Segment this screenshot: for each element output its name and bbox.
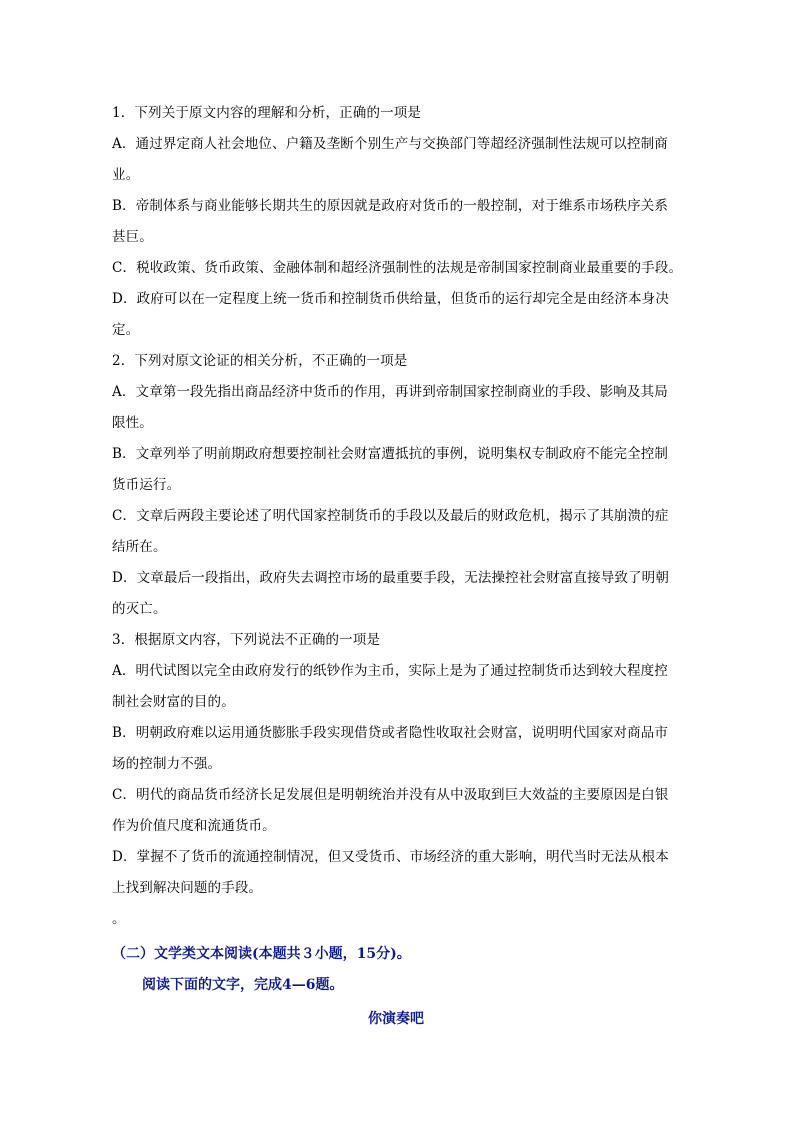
q1-option-a-line-1: A．通过界定商人社会地位、户籍及垄断个别生产与交换部门等超经济强制性法规可以控制商 — [112, 136, 668, 152]
q1-option-a-line-2: 业。 — [112, 167, 140, 183]
q2-option-d-line-2: 的灭亡。 — [112, 601, 167, 617]
q3-option-d-line-1: D．掌握不了货币的流通控制情况，但又受货币、市场经济的重大影响，明代当时无法从根本 — [112, 849, 669, 865]
q3-option-b-line-2: 场的控制力不强。 — [112, 756, 222, 772]
q2-option-c-line-2: 结所在。 — [112, 539, 167, 555]
q3-option-a-line-1: A．明代试图以完全由政府发行的纸钞作为主币，实际上是为了通过控制货币达到较大程度控 — [112, 663, 668, 679]
q2-option-b-line-1: B．文章列举了明前期政府想要控制社会财富遭抵抗的事例，说明集权专制政府不能完全控制 — [112, 446, 669, 462]
q2-option-d-line-1: D．文章最后一段指出，政府失去调控市场的最重要手段，无法操控社会财富直接导致了明朝 — [112, 570, 669, 586]
q1-option-d-line-1: D．政府可以在一定程度上统一货币和控制货币供给量，但货币的运行却完全是由经济本身决 — [112, 291, 669, 307]
question-3-stem: 3．根据原文内容，下列说法不正确的一项是 — [112, 632, 381, 648]
q3-option-c-line-1: C．明代的商品货币经济长足发展但是明朝统治并没有从中汲取到巨大效益的主要原因是白银 — [112, 787, 669, 803]
q2-option-c-line-1: C．文章后两段主要论述了明代国家控制货币的手段以及最后的财政危机，揭示了其崩溃的症 — [112, 508, 669, 524]
q1-option-c-line-1: C．税收政策、货币政策、金融体制和超经济强制性的法规是帝制国家控制商业最重要的手段。 — [112, 260, 683, 276]
trailing-mark: 。 — [112, 911, 126, 927]
section-heading: （二）文学类文本阅读(本题共３小题，15分)。 — [112, 946, 411, 962]
q1-option-d-line-2: 定。 — [112, 322, 140, 338]
q2-option-a-line-1: A．文章第一段先指出商品经济中货币的作用，再讲到帝制国家控制商业的手段、影响及其局 — [112, 384, 668, 400]
q1-option-b-line-2: 甚巨。 — [112, 229, 153, 245]
q1-option-b-line-1: B．帝制体系与商业能够长期共生的原因就是政府对货币的一般控制，对于维系市场秩序关系 — [112, 198, 669, 214]
q3-option-c-line-2: 作为价值尺度和流通货币。 — [112, 818, 276, 834]
q3-option-d-line-2: 上找到解决问题的手段。 — [112, 880, 263, 896]
q3-option-a-line-2: 制社会财富的目的。 — [112, 694, 235, 710]
q2-option-a-line-2: 限性。 — [112, 415, 153, 431]
q2-option-b-line-2: 货币运行。 — [112, 477, 181, 493]
question-1-stem: 1．下列关于原文内容的理解和分析，正确的一项是 — [112, 105, 422, 121]
q3-option-b-line-1: B．明朝政府难以运用通货膨胀手段实现借贷或者隐性收取社会财富，说明明代国家对商品市 — [112, 725, 669, 741]
article-title: 你演奏吧 — [368, 1011, 424, 1027]
question-2-stem: 2．下列对原文论证的相关分析，不正确的一项是 — [112, 353, 408, 369]
reading-instruction: 阅读下面的文字，完成4—6题。 — [142, 977, 344, 993]
